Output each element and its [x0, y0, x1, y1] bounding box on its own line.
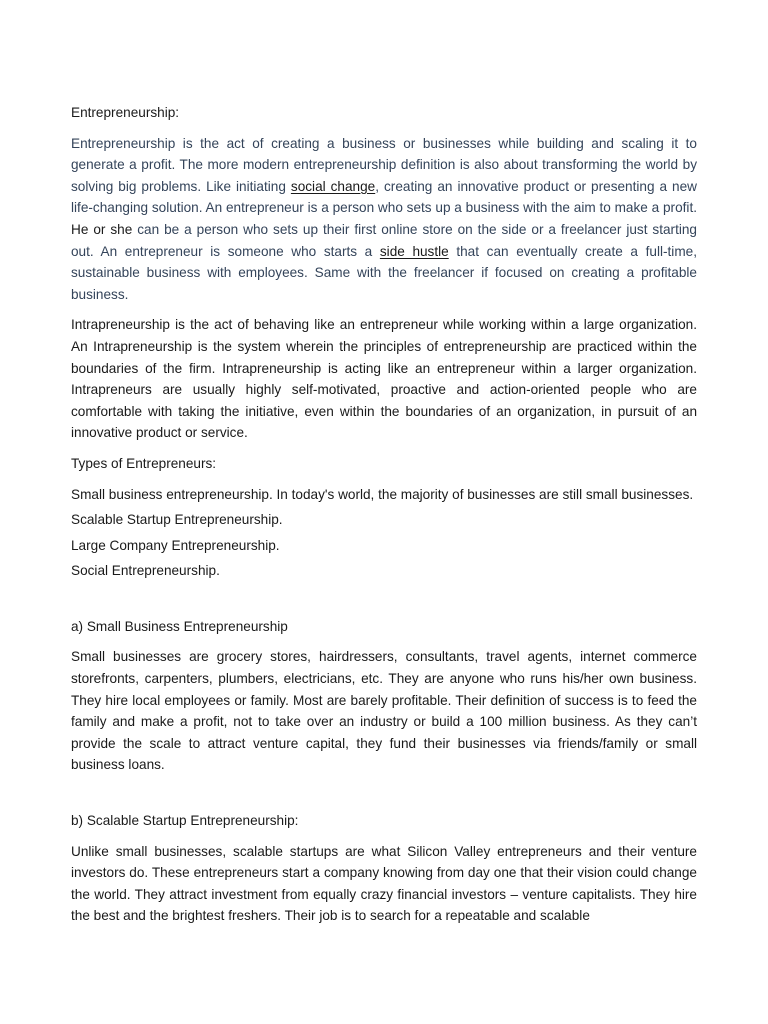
side-hustle-link[interactable]: side hustle [379, 243, 449, 259]
paragraph-text: , creating an innovative product or presenting a new life-changing solution. An entrepreneur is a person who sets up a business with the aim to make a profit. [71, 178, 697, 216]
heading-entrepreneurship: Entrepreneurship: [71, 105, 180, 120]
heading-scalable-startup: b) Scalable Startup Entrepreneurship: [71, 813, 299, 829]
list-item: Large Company Entrepreneurship. [71, 537, 280, 553]
list-item: Social Entrepreneurship. [71, 563, 220, 579]
paragraph-text: that can eventually create a full-time, sustainable business with employees. Same with the freelancer if focused on creating a profitable business. [71, 243, 697, 302]
paragraph-text: can be a person who sets up their first online store on the side or a freelancer just starting out. An entrepreneur is someone who starts a [71, 221, 697, 259]
paragraph-text: Entrepreneurship is the act of creating a business or businesses while building and scaling it to generate a profit. The more modern entrepreneurship definition is also about transforming the world by solving big problems. Like initiating [71, 135, 697, 194]
paragraph-small-business: Small businesses are grocery stores, hairdressers, consultants, travel agents, internet commerce storefronts, carpenters, plumbers, electricians, etc. They are anyone who runs his/her own business. They hire local employees or family. Most are barely profitable. Their definition of success is to feed the family and make a profit, not to take over an industry or build a 100 million business. As they can’t provide the scale to attract venture capital, they fund their businesses via friends/family or small business loans. [71, 649, 697, 773]
social-change-link[interactable]: social change [290, 178, 376, 194]
paragraph-intrapreneurship: Intrapreneurship is the act of behaving like an entrepreneur while working within a large organization. An Intrapreneurship is the system wherein the principles of entrepreneurship are practiced within the boundaries of the firm. Intrapreneurship is acting like an entrepreneur within a larger organization. Intrapreneurs are usually highly self-motivated, proactive and action-oriented people who are comfortable with taking the initiative, even within the boundaries of an organization, in pursuit of an innovative product or service. [71, 317, 697, 441]
paragraph-entrepreneurship-definition [71, 133, 697, 306]
list-item: Small business entrepreneurship. In today's world, the majority of businesses are still small businesses. [71, 486, 694, 502]
paragraph-scalable-startup: Unlike small businesses, scalable startups are what Silicon Valley entrepreneurs and their venture investors do. These entrepreneurs start a company knowing from day one that their vision could change the world. They attract investment from equally crazy financial investors – venture capitalists. They hire the best and the brightest freshers. Their job is to search for a repeatable and scalable [71, 843, 697, 924]
heading-types-of-entrepreneurs: Types of Entrepreneurs: [71, 455, 217, 471]
paragraph-text: He or she [71, 221, 133, 237]
heading-small-business: a) Small Business Entrepreneurship [71, 618, 288, 634]
list-item: Scalable Startup Entrepreneurship. [71, 512, 283, 528]
